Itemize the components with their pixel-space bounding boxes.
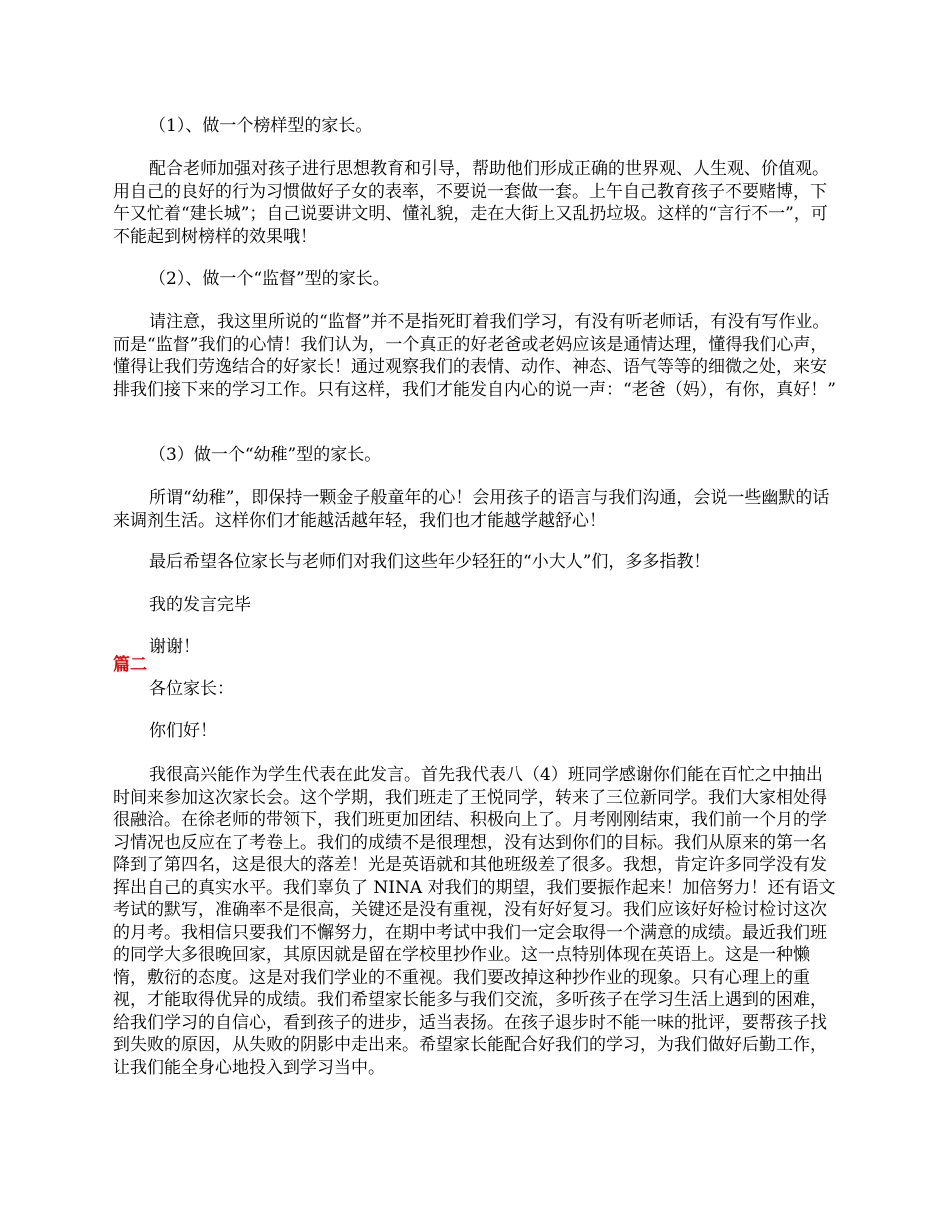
- item1-paragraph: 配合老师加强对孩子进行思想教育和引导，帮助他们形成正确的世界观、人生观、价值观。用自己的良好的行为习惯做好子女的表率，不要说一套做一套。上午自己教育孩子不要赌博，下午又忙着“建长城”；自己说要讲文明、懂礼貌，走在大街上又乱扔垃圾。这样的“言行不一”，可不能起到树榜样的效果哦！: [113, 159, 829, 247]
- item1-title: （1）、做一个榜样型的家长。: [149, 116, 373, 136]
- section-heading-part2: 篇二: [113, 655, 147, 675]
- salutation: 各位家长：: [149, 679, 234, 699]
- item2-title: （2）、做一个“监督”型的家长。: [149, 269, 390, 289]
- item3-title: （3）做一个“幼稚”型的家长。: [149, 445, 382, 465]
- closing-thanks: 谢谢！: [149, 637, 200, 657]
- closing-hope: 最后希望各位家长与老师们对我们这些年少轻狂的“小大人”们，多多指教！: [149, 552, 711, 572]
- greeting: 你们好！: [149, 721, 217, 741]
- speech-body-paragraph: 我很高兴能作为学生代表在此发言。首先我代表八（4）班同学感谢你们能在百忙之中抽出时间来参加这次家长会。这个学期，我们班走了王悦同学，转来了三位新同学。我们大家相处得很融洽。在徐老师的带领下，我们班更加团结、积极向上了。月考刚刚结束，我们前一个月的学习情况也反应在了考卷上。我们的成绩不是很理想，没有达到你们的目标。我们从原来的第一名降到了第四名，这是很大的落差！光是英语就和其他班级差了很多。我想，肯定许多同学没有发挥出自己的真实水平。我们辜负了 NINA 对我们的期望，我们要振作起来！加倍努力！还有语文考试的默写，准确率不是很高，关键还是没有重视，没有好好复习。我们应该好好检讨检讨这次的月考。我相信只要我们不懈努力，在期中考试中我们一定会取得一个满意的成绩。最近我们班的同学大多很晚回家，其原因就是留在学校里抄作业。这一点特别体现在英语上。这是一种懒惰，敷衍的态度。这是对我们学业的不重视。我们要改掉这种抄作业的现象。只有心理上的重视，才能取得优异的成绩。我们希望家长能多与我们交流，多听孩子在学习生活上遇到的困难，给我们学习的自信心，看到孩子的进步，适当表扬。在孩子退步时不能一味的批评，要帮孩子找到失败的原因，从失败的阴影中走出来。希望家长能配合好我们的学习，为我们做好后勤工作，让我们能全身心地投入到学习当中。: [113, 765, 836, 1078]
- item2-paragraph: 请注意，我这里所说的“监督”并不是指死盯着我们学习，有没有听老师话，有没有写作业。而是“监督”我们的心情！我们认为，一个真正的好老爸或老妈应该是通情达理，懂得我们心声，懂得让我们劳逸结合的好家长！通过观察我们的表情、动作、神态、语气等等的细微之处，来安排我们接下来的学习工作。只有这样，我们才能发自内心的说一声：“老爸（妈），有你，真好！”: [113, 312, 836, 400]
- item3-paragraph: 所谓“幼稚”，即保持一颗金子般童年的心！会用孩子的语言与我们沟通，会说一些幽默的话来调剂生活。这样你们才能越活越年轻，我们也才能越学越舒心！: [113, 488, 830, 531]
- closing-done: 我的发言完毕: [149, 595, 251, 615]
